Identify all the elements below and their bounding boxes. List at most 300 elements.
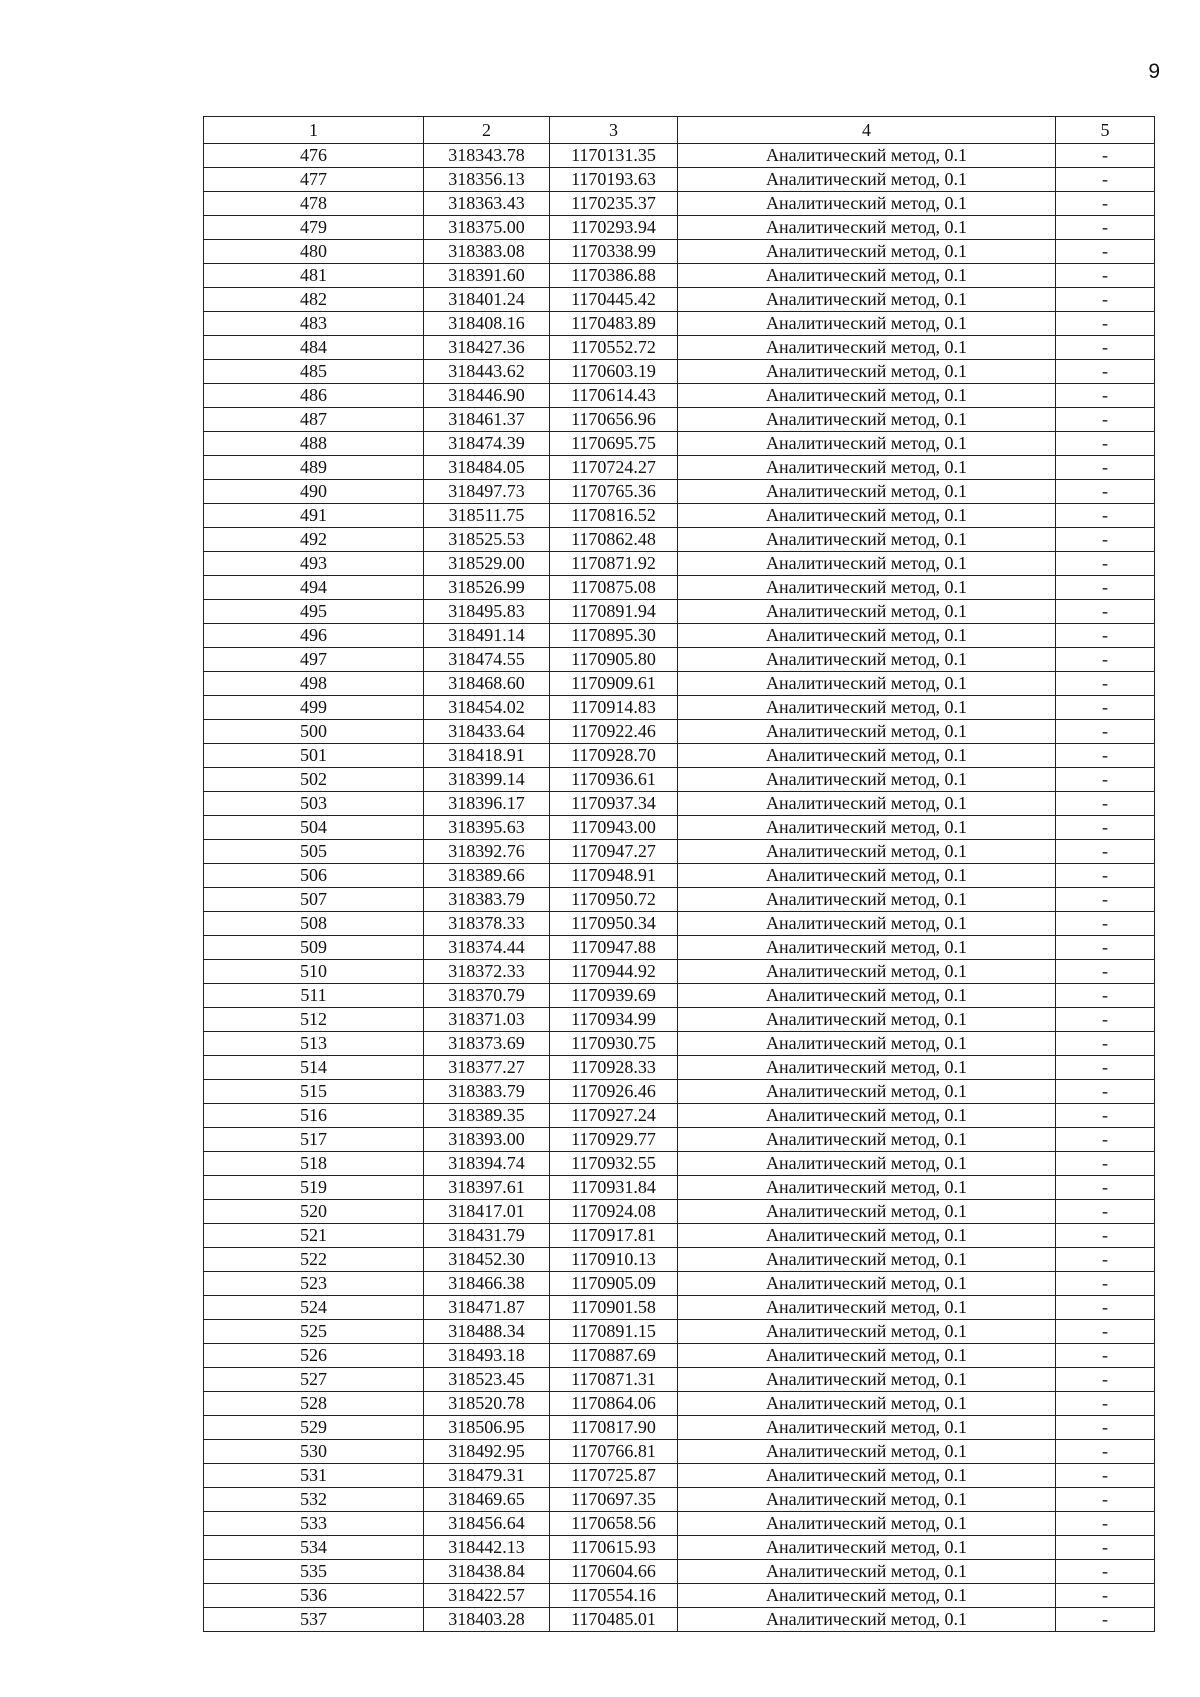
cell-coord-y: 1170293.94: [550, 216, 678, 240]
cell-coord-x: 318372.33: [424, 960, 550, 984]
cell-coord-y: 1170603.19: [550, 360, 678, 384]
cell-method-accuracy: Аналитический метод, 0.1: [678, 1104, 1056, 1128]
table-row: [204, 744, 1155, 768]
cell-coord-y: 1170909.61: [550, 672, 678, 696]
cell-method-accuracy: Аналитический метод, 0.1: [678, 912, 1056, 936]
cell-coord-x: 318520.78: [424, 1392, 550, 1416]
table-row: [204, 720, 1155, 744]
cell-method-accuracy: Аналитический метод, 0.1: [678, 816, 1056, 840]
cell-coord-y: 1170950.72: [550, 888, 678, 912]
cell-coord-x: 318383.79: [424, 888, 550, 912]
cell-coord-y: 1170235.37: [550, 192, 678, 216]
cell-coord-y: 1170875.08: [550, 576, 678, 600]
cell-note: -: [1056, 1440, 1155, 1464]
cell-coord-y: 1170552.72: [550, 336, 678, 360]
table-row: [204, 1176, 1155, 1200]
cell-note: -: [1056, 1536, 1155, 1560]
cell-coord-y: 1170871.31: [550, 1368, 678, 1392]
cell-note: -: [1056, 744, 1155, 768]
cell-coord-x: 318375.00: [424, 216, 550, 240]
cell-coord-y: 1170724.27: [550, 456, 678, 480]
cell-point-number: 529: [204, 1416, 424, 1440]
cell-method-accuracy: Аналитический метод, 0.1: [678, 1512, 1056, 1536]
cell-point-number: 481: [204, 264, 424, 288]
cell-method-accuracy: Аналитический метод, 0.1: [678, 1392, 1056, 1416]
cell-note: -: [1056, 432, 1155, 456]
table-row: [204, 384, 1155, 408]
cell-coord-x: 318373.69: [424, 1032, 550, 1056]
cell-point-number: 503: [204, 792, 424, 816]
cell-method-accuracy: Аналитический метод, 0.1: [678, 168, 1056, 192]
cell-coord-x: 318468.60: [424, 672, 550, 696]
cell-coord-x: 318488.34: [424, 1320, 550, 1344]
cell-note: -: [1056, 1392, 1155, 1416]
table-row: [204, 1488, 1155, 1512]
cell-coord-x: 318492.95: [424, 1440, 550, 1464]
cell-point-number: 525: [204, 1320, 424, 1344]
cell-coord-x: 318466.38: [424, 1272, 550, 1296]
coordinates-table: [203, 116, 1155, 1632]
cell-point-number: 485: [204, 360, 424, 384]
cell-method-accuracy: Аналитический метод, 0.1: [678, 360, 1056, 384]
cell-coord-x: 318461.37: [424, 408, 550, 432]
cell-coord-y: 1170816.52: [550, 504, 678, 528]
cell-coord-y: 1170947.88: [550, 936, 678, 960]
cell-method-accuracy: Аналитический метод, 0.1: [678, 696, 1056, 720]
table-row: [204, 408, 1155, 432]
cell-method-accuracy: Аналитический метод, 0.1: [678, 1272, 1056, 1296]
table-row: [204, 1536, 1155, 1560]
cell-coord-x: 318456.64: [424, 1512, 550, 1536]
table-row: [204, 768, 1155, 792]
cell-point-number: 491: [204, 504, 424, 528]
cell-coord-x: 318374.44: [424, 936, 550, 960]
cell-coord-y: 1170901.58: [550, 1296, 678, 1320]
table-row: [204, 984, 1155, 1008]
table-row: [204, 1080, 1155, 1104]
cell-coord-x: 318506.95: [424, 1416, 550, 1440]
cell-coord-x: 318495.83: [424, 600, 550, 624]
cell-point-number: 489: [204, 456, 424, 480]
cell-coord-x: 318343.78: [424, 144, 550, 168]
cell-note: -: [1056, 888, 1155, 912]
cell-point-number: 536: [204, 1584, 424, 1608]
table-row: [204, 912, 1155, 936]
cell-coord-x: 318401.24: [424, 288, 550, 312]
cell-coord-x: 318383.79: [424, 1080, 550, 1104]
cell-coord-y: 1170891.94: [550, 600, 678, 624]
cell-method-accuracy: Аналитический метод, 0.1: [678, 936, 1056, 960]
cell-coord-x: 318396.17: [424, 792, 550, 816]
cell-coord-x: 318446.90: [424, 384, 550, 408]
cell-coord-x: 318389.35: [424, 1104, 550, 1128]
cell-point-number: 508: [204, 912, 424, 936]
cell-coord-y: 1170929.77: [550, 1128, 678, 1152]
table-row: [204, 360, 1155, 384]
cell-coord-y: 1170895.30: [550, 624, 678, 648]
cell-note: -: [1056, 936, 1155, 960]
table-row: [204, 504, 1155, 528]
cell-point-number: 505: [204, 840, 424, 864]
table-row: [204, 888, 1155, 912]
cell-coord-x: 318356.13: [424, 168, 550, 192]
cell-method-accuracy: Аналитический метод, 0.1: [678, 1008, 1056, 1032]
cell-method-accuracy: Аналитический метод, 0.1: [678, 144, 1056, 168]
cell-coord-y: 1170766.81: [550, 1440, 678, 1464]
cell-note: -: [1056, 912, 1155, 936]
cell-coord-y: 1170928.33: [550, 1056, 678, 1080]
table-row: [204, 1008, 1155, 1032]
cell-coord-y: 1170926.46: [550, 1080, 678, 1104]
cell-point-number: 502: [204, 768, 424, 792]
cell-coord-y: 1170864.06: [550, 1392, 678, 1416]
cell-method-accuracy: Аналитический метод, 0.1: [678, 1128, 1056, 1152]
cell-coord-y: 1170950.34: [550, 912, 678, 936]
table-row: [204, 1416, 1155, 1440]
cell-coord-y: 1170131.35: [550, 144, 678, 168]
table-row: [204, 600, 1155, 624]
cell-coord-y: 1170891.15: [550, 1320, 678, 1344]
cell-coord-x: 318395.63: [424, 816, 550, 840]
table-row: [204, 1440, 1155, 1464]
cell-point-number: 524: [204, 1296, 424, 1320]
cell-note: -: [1056, 168, 1155, 192]
cell-method-accuracy: Аналитический метод, 0.1: [678, 888, 1056, 912]
cell-coord-y: 1170604.66: [550, 1560, 678, 1584]
cell-method-accuracy: Аналитический метод, 0.1: [678, 240, 1056, 264]
cell-note: -: [1056, 576, 1155, 600]
cell-coord-x: 318443.62: [424, 360, 550, 384]
table-row: [204, 288, 1155, 312]
table-row: [204, 216, 1155, 240]
cell-coord-x: 318393.00: [424, 1128, 550, 1152]
cell-coord-y: 1170944.92: [550, 960, 678, 984]
cell-point-number: 526: [204, 1344, 424, 1368]
table-row: [204, 648, 1155, 672]
cell-method-accuracy: Аналитический метод, 0.1: [678, 1440, 1056, 1464]
cell-method-accuracy: Аналитический метод, 0.1: [678, 648, 1056, 672]
header-col-3: 3: [550, 117, 678, 144]
table-row: [204, 1104, 1155, 1128]
cell-coord-x: 318523.45: [424, 1368, 550, 1392]
cell-point-number: 488: [204, 432, 424, 456]
cell-method-accuracy: Аналитический метод, 0.1: [678, 1080, 1056, 1104]
cell-method-accuracy: Аналитический метод, 0.1: [678, 552, 1056, 576]
cell-point-number: 513: [204, 1032, 424, 1056]
cell-point-number: 514: [204, 1056, 424, 1080]
cell-coord-x: 318377.27: [424, 1056, 550, 1080]
cell-coord-y: 1170917.81: [550, 1224, 678, 1248]
cell-method-accuracy: Аналитический метод, 0.1: [678, 1224, 1056, 1248]
cell-point-number: 490: [204, 480, 424, 504]
cell-method-accuracy: Аналитический метод, 0.1: [678, 1464, 1056, 1488]
cell-point-number: 483: [204, 312, 424, 336]
cell-coord-x: 318418.91: [424, 744, 550, 768]
cell-coord-y: 1170614.43: [550, 384, 678, 408]
cell-coord-x: 318399.14: [424, 768, 550, 792]
cell-note: -: [1056, 1128, 1155, 1152]
cell-coord-x: 318371.03: [424, 1008, 550, 1032]
cell-coord-x: 318511.75: [424, 504, 550, 528]
table-row: [204, 840, 1155, 864]
cell-method-accuracy: Аналитический метод, 0.1: [678, 840, 1056, 864]
cell-method-accuracy: Аналитический метод, 0.1: [678, 672, 1056, 696]
table-row: [204, 552, 1155, 576]
cell-method-accuracy: Аналитический метод, 0.1: [678, 576, 1056, 600]
cell-method-accuracy: Аналитический метод, 0.1: [678, 336, 1056, 360]
table-row: [204, 1224, 1155, 1248]
cell-note: -: [1056, 624, 1155, 648]
cell-point-number: 482: [204, 288, 424, 312]
cell-coord-x: 318525.53: [424, 528, 550, 552]
header-col-4: 4: [678, 117, 1056, 144]
table-row: [204, 1560, 1155, 1584]
cell-point-number: 487: [204, 408, 424, 432]
cell-coord-y: 1170914.83: [550, 696, 678, 720]
cell-coord-x: 318391.60: [424, 264, 550, 288]
cell-note: -: [1056, 1608, 1155, 1632]
cell-method-accuracy: Аналитический метод, 0.1: [678, 1536, 1056, 1560]
cell-method-accuracy: Аналитический метод, 0.1: [678, 1032, 1056, 1056]
cell-coord-x: 318442.13: [424, 1536, 550, 1560]
table-row: [204, 456, 1155, 480]
cell-note: -: [1056, 528, 1155, 552]
cell-point-number: 515: [204, 1080, 424, 1104]
table-row: [204, 144, 1155, 168]
cell-method-accuracy: Аналитический метод, 0.1: [678, 504, 1056, 528]
cell-method-accuracy: Аналитический метод, 0.1: [678, 720, 1056, 744]
cell-note: -: [1056, 696, 1155, 720]
cell-coord-x: 318427.36: [424, 336, 550, 360]
table-row: [204, 1464, 1155, 1488]
cell-note: -: [1056, 984, 1155, 1008]
cell-coord-x: 318397.61: [424, 1176, 550, 1200]
cell-coord-y: 1170937.34: [550, 792, 678, 816]
cell-note: -: [1056, 240, 1155, 264]
cell-coord-y: 1170725.87: [550, 1464, 678, 1488]
cell-coord-x: 318493.18: [424, 1344, 550, 1368]
cell-note: -: [1056, 264, 1155, 288]
table-row: [204, 1512, 1155, 1536]
cell-point-number: 493: [204, 552, 424, 576]
cell-coord-y: 1170934.99: [550, 1008, 678, 1032]
table-row: [204, 168, 1155, 192]
cell-coord-y: 1170939.69: [550, 984, 678, 1008]
cell-note: -: [1056, 1320, 1155, 1344]
table-row: [204, 1056, 1155, 1080]
cell-coord-x: 318491.14: [424, 624, 550, 648]
cell-method-accuracy: Аналитический метод, 0.1: [678, 624, 1056, 648]
cell-coord-x: 318484.05: [424, 456, 550, 480]
cell-method-accuracy: Аналитический метод, 0.1: [678, 312, 1056, 336]
cell-point-number: 531: [204, 1464, 424, 1488]
cell-method-accuracy: Аналитический метод, 0.1: [678, 408, 1056, 432]
cell-coord-y: 1170927.24: [550, 1104, 678, 1128]
cell-coord-y: 1170930.75: [550, 1032, 678, 1056]
cell-point-number: 486: [204, 384, 424, 408]
table-row: [204, 1272, 1155, 1296]
cell-point-number: 479: [204, 216, 424, 240]
cell-method-accuracy: Аналитический метод, 0.1: [678, 1368, 1056, 1392]
cell-note: -: [1056, 1200, 1155, 1224]
cell-coord-y: 1170554.16: [550, 1584, 678, 1608]
cell-coord-x: 318479.31: [424, 1464, 550, 1488]
cell-coord-y: 1170924.08: [550, 1200, 678, 1224]
cell-coord-x: 318474.39: [424, 432, 550, 456]
cell-coord-y: 1170905.80: [550, 648, 678, 672]
cell-method-accuracy: Аналитический метод, 0.1: [678, 1056, 1056, 1080]
cell-note: -: [1056, 672, 1155, 696]
cell-coord-x: 318529.00: [424, 552, 550, 576]
cell-method-accuracy: Аналитический метод, 0.1: [678, 432, 1056, 456]
table-row: [204, 696, 1155, 720]
cell-note: -: [1056, 1104, 1155, 1128]
cell-method-accuracy: Аналитический метод, 0.1: [678, 384, 1056, 408]
cell-method-accuracy: Аналитический метод, 0.1: [678, 1200, 1056, 1224]
cell-note: -: [1056, 648, 1155, 672]
cell-note: -: [1056, 1512, 1155, 1536]
table-header: [204, 117, 1155, 144]
cell-coord-x: 318474.55: [424, 648, 550, 672]
cell-coord-x: 318403.28: [424, 1608, 550, 1632]
cell-note: -: [1056, 1176, 1155, 1200]
cell-coord-x: 318422.57: [424, 1584, 550, 1608]
cell-note: -: [1056, 336, 1155, 360]
cell-coord-x: 318438.84: [424, 1560, 550, 1584]
cell-point-number: 498: [204, 672, 424, 696]
table-row: [204, 264, 1155, 288]
cell-note: -: [1056, 720, 1155, 744]
cell-coord-y: 1170887.69: [550, 1344, 678, 1368]
cell-note: -: [1056, 768, 1155, 792]
cell-note: -: [1056, 1152, 1155, 1176]
cell-point-number: 532: [204, 1488, 424, 1512]
cell-coord-y: 1170656.96: [550, 408, 678, 432]
cell-point-number: 517: [204, 1128, 424, 1152]
table-row: [204, 480, 1155, 504]
cell-note: -: [1056, 600, 1155, 624]
cell-method-accuracy: Аналитический метод, 0.1: [678, 528, 1056, 552]
table-row: [204, 312, 1155, 336]
cell-note: -: [1056, 1272, 1155, 1296]
cell-coord-x: 318370.79: [424, 984, 550, 1008]
cell-method-accuracy: Аналитический метод, 0.1: [678, 1152, 1056, 1176]
cell-method-accuracy: Аналитический метод, 0.1: [678, 1488, 1056, 1512]
cell-point-number: 476: [204, 144, 424, 168]
cell-note: -: [1056, 1224, 1155, 1248]
cell-method-accuracy: Аналитический метод, 0.1: [678, 744, 1056, 768]
cell-note: -: [1056, 1416, 1155, 1440]
cell-point-number: 478: [204, 192, 424, 216]
cell-note: -: [1056, 1464, 1155, 1488]
cell-method-accuracy: Аналитический метод, 0.1: [678, 1296, 1056, 1320]
cell-coord-y: 1170483.89: [550, 312, 678, 336]
cell-note: -: [1056, 1368, 1155, 1392]
cell-note: -: [1056, 216, 1155, 240]
cell-method-accuracy: Аналитический метод, 0.1: [678, 600, 1056, 624]
cell-coord-y: 1170943.00: [550, 816, 678, 840]
cell-point-number: 533: [204, 1512, 424, 1536]
cell-coord-y: 1170905.09: [550, 1272, 678, 1296]
cell-method-accuracy: Аналитический метод, 0.1: [678, 216, 1056, 240]
cell-coord-x: 318433.64: [424, 720, 550, 744]
cell-note: -: [1056, 1008, 1155, 1032]
cell-note: -: [1056, 480, 1155, 504]
cell-point-number: 484: [204, 336, 424, 360]
cell-note: -: [1056, 192, 1155, 216]
page-number: 9: [1148, 60, 1160, 83]
cell-point-number: 509: [204, 936, 424, 960]
cell-note: -: [1056, 552, 1155, 576]
cell-point-number: 516: [204, 1104, 424, 1128]
cell-coord-x: 318378.33: [424, 912, 550, 936]
cell-point-number: 520: [204, 1200, 424, 1224]
table-row: [204, 336, 1155, 360]
cell-method-accuracy: Аналитический метод, 0.1: [678, 960, 1056, 984]
cell-note: -: [1056, 144, 1155, 168]
cell-note: -: [1056, 288, 1155, 312]
cell-coord-y: 1170193.63: [550, 168, 678, 192]
cell-point-number: 518: [204, 1152, 424, 1176]
cell-point-number: 499: [204, 696, 424, 720]
cell-point-number: 494: [204, 576, 424, 600]
cell-note: -: [1056, 456, 1155, 480]
cell-coord-y: 1170445.42: [550, 288, 678, 312]
cell-point-number: 500: [204, 720, 424, 744]
table-row: [204, 936, 1155, 960]
cell-coord-x: 318469.65: [424, 1488, 550, 1512]
cell-coord-y: 1170910.13: [550, 1248, 678, 1272]
cell-coord-y: 1170695.75: [550, 432, 678, 456]
header-col-5: 5: [1056, 117, 1155, 144]
cell-point-number: 506: [204, 864, 424, 888]
table-row: [204, 432, 1155, 456]
table-row: [204, 1128, 1155, 1152]
cell-coord-y: 1170765.36: [550, 480, 678, 504]
cell-coord-y: 1170658.56: [550, 1512, 678, 1536]
cell-point-number: 504: [204, 816, 424, 840]
cell-point-number: 522: [204, 1248, 424, 1272]
cell-coord-x: 318471.87: [424, 1296, 550, 1320]
cell-note: -: [1056, 360, 1155, 384]
cell-coord-y: 1170922.46: [550, 720, 678, 744]
cell-coord-x: 318383.08: [424, 240, 550, 264]
cell-coord-y: 1170928.70: [550, 744, 678, 768]
cell-method-accuracy: Аналитический метод, 0.1: [678, 1416, 1056, 1440]
cell-point-number: 495: [204, 600, 424, 624]
cell-note: -: [1056, 1488, 1155, 1512]
cell-coord-x: 318417.01: [424, 1200, 550, 1224]
cell-coord-x: 318363.43: [424, 192, 550, 216]
cell-point-number: 511: [204, 984, 424, 1008]
table-row: [204, 192, 1155, 216]
cell-coord-y: 1170485.01: [550, 1608, 678, 1632]
cell-coord-x: 318454.02: [424, 696, 550, 720]
table-row: [204, 672, 1155, 696]
cell-note: -: [1056, 1560, 1155, 1584]
cell-note: -: [1056, 792, 1155, 816]
cell-coord-y: 1170615.93: [550, 1536, 678, 1560]
table-row: [204, 960, 1155, 984]
cell-method-accuracy: Аналитический метод, 0.1: [678, 480, 1056, 504]
cell-point-number: 535: [204, 1560, 424, 1584]
table-row: [204, 792, 1155, 816]
cell-point-number: 501: [204, 744, 424, 768]
header-col-2: 2: [424, 117, 550, 144]
cell-point-number: 492: [204, 528, 424, 552]
table-row: [204, 1032, 1155, 1056]
cell-coord-y: 1170862.48: [550, 528, 678, 552]
